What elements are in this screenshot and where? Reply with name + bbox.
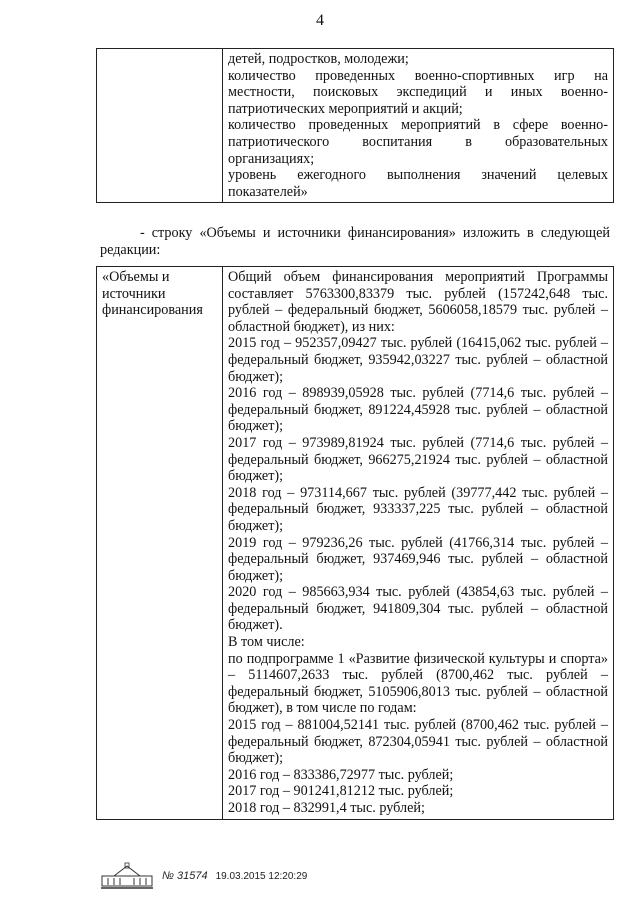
list-item: 2017 год – 901241,81212 тыс. рублей; bbox=[228, 783, 454, 800]
table-cell-empty bbox=[97, 49, 223, 203]
body-paragraph: - строку «Объемы и источники финансирования» изложить в следующей редакции: bbox=[100, 225, 610, 258]
top-table bbox=[96, 48, 614, 203]
list-item: В том числе: bbox=[228, 634, 305, 651]
list-item: количество проведенных мероприятий в сфере военно-патриотического воспитания в образовательных организациях; bbox=[228, 117, 608, 167]
timestamp: 19.03.2015 12:20:29 bbox=[215, 870, 308, 882]
list-item: 2020 год – 985663,934 тыс. рублей (43854,63 тыс. рублей – федеральный бюджет, 941809,304 тыс. рублей – областной бюджет). bbox=[228, 584, 608, 634]
list-item: 2018 год – 832991,4 тыс. рублей; bbox=[228, 800, 425, 816]
list-item: 2017 год – 973989,81924 тыс. рублей (7714,6 тыс. рублей – федеральный бюджет, 966275,21924 тыс. рублей – областной бюджет); bbox=[228, 434, 608, 485]
building-logo-icon bbox=[100, 862, 154, 890]
table-row bbox=[97, 267, 614, 820]
document-number: № 31574 bbox=[162, 870, 208, 882]
funding-table bbox=[96, 266, 614, 820]
list-item: 2016 год – 833386,72977 тыс. рублей; bbox=[228, 766, 454, 783]
list-item: детей, подростков, молодежи; bbox=[228, 51, 409, 67]
list-item: 2015 год – 881004,52141 тыс. рублей (8700,462 тыс. рублей – федеральный бюджет, 872304,05941 тыс. рублей – областной бюджет); bbox=[228, 717, 608, 767]
footer-stamp bbox=[100, 862, 307, 890]
funding-label: «Объемы и источники финансирования bbox=[97, 267, 223, 820]
list-item: 2015 год – 952357,09427 тыс. рублей (16415,062 тыс. рублей – федеральный бюджет, 935942,03227 тыс. рублей – областной бюджет); bbox=[228, 335, 608, 385]
list-item: по подпрограмме 1 «Развитие физической культуры и спорта» – 5114607,2633 тыс. рублей (8700,462 тыс. рублей – федеральный бюджет, 5105906,8013 тыс. рублей – областной бюджет), в том числе по годам: bbox=[228, 650, 608, 717]
list-item: 2019 год – 979236,26 тыс. рублей (41766,314 тыс. рублей – федеральный бюджет, 937469,946 тыс. рублей – областной бюджет); bbox=[228, 534, 608, 584]
page-number: 4 bbox=[316, 12, 324, 29]
table-row bbox=[97, 49, 614, 203]
table-cell-content bbox=[223, 49, 614, 203]
funding-content bbox=[223, 267, 614, 820]
list-item: количество проведенных военно-спортивных игр на местности, поисковых экспедиций и иных военно-патриотических мероприятий и акций; bbox=[228, 67, 608, 117]
list-item: 2018 год – 973114,667 тыс. рублей (39777,442 тыс. рублей – федеральный бюджет, 933337,225 тыс. рублей – областной бюджет); bbox=[228, 484, 608, 534]
list-item: Общий объем финансирования мероприятий Программы составляет 5763300,83379 тыс. рублей (157242,648 тыс. рублей – федеральный бюджет, 5606058,18579 тыс. рублей – областной бюджет), из них: bbox=[228, 269, 608, 335]
list-item: уровень ежегодного выполнения значений целевых показателей» bbox=[228, 167, 608, 200]
list-item: 2016 год – 898939,05928 тыс. рублей (7714,6 тыс. рублей – федеральный бюджет, 891224,45928 тыс. рублей – областной бюджет); bbox=[228, 385, 608, 435]
